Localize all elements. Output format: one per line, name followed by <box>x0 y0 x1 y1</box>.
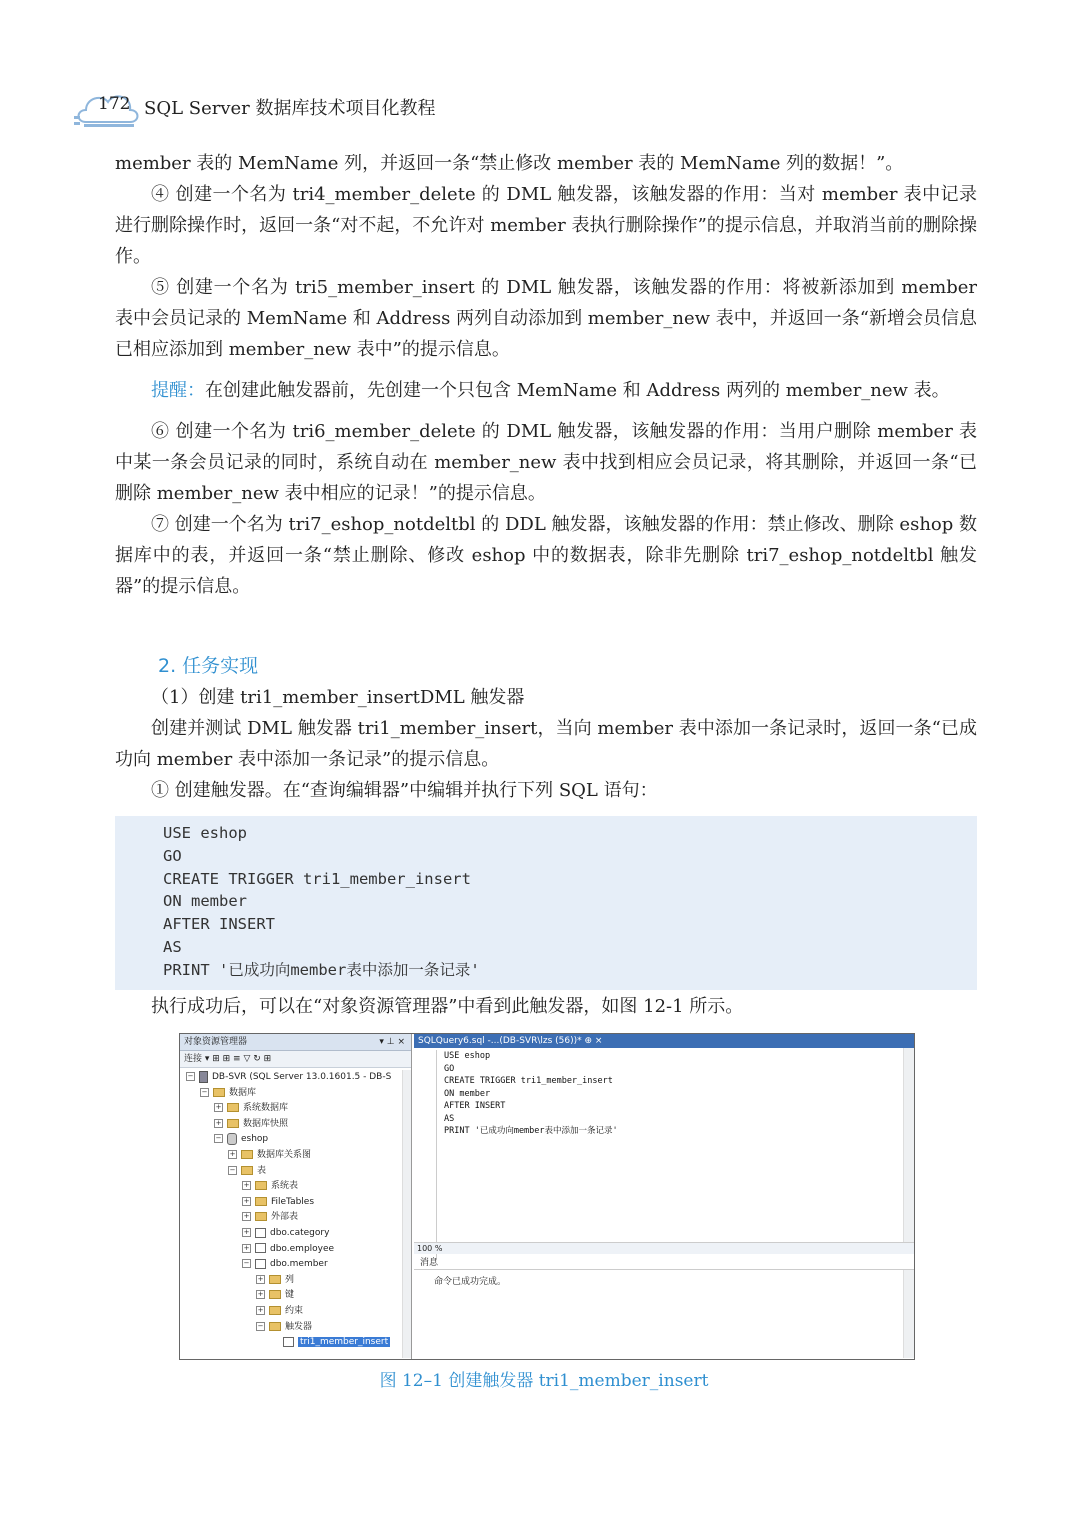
folder-icon <box>269 1322 281 1331</box>
section-title: 2. 任务实现 <box>158 655 259 677</box>
database-icon <box>227 1133 237 1145</box>
table-icon <box>255 1228 266 1238</box>
expand-icon[interactable]: + <box>243 1181 250 1190</box>
tree-node[interactable] <box>270 1335 390 1350</box>
folder-icon <box>255 1197 267 1206</box>
folder-icon <box>241 1166 253 1175</box>
folder-icon <box>255 1181 267 1190</box>
tree-node[interactable] <box>186 1070 391 1085</box>
folder-icon <box>241 1150 253 1159</box>
folder-icon <box>269 1290 281 1299</box>
tree-node[interactable] <box>214 1101 288 1116</box>
tree-node[interactable] <box>228 1148 311 1163</box>
collapse-icon[interactable]: − <box>201 1087 208 1096</box>
expand-icon[interactable]: + <box>243 1243 250 1252</box>
expand-icon[interactable]: + <box>243 1228 250 1236</box>
paragraph-6: 创建并测试 DML 触发器 tri1_member_insert，当向 member 表中添加一条记录时，返回一条“已成功向 member 表中添加一条记录”的提示信息。 <box>115 718 977 770</box>
tip-text: 在创建此触发器前，先创建一个只包含 MemName 和 Address 两列的 member_new 表。 <box>205 380 950 401</box>
tree-node-label: 数据库 <box>229 1087 257 1098</box>
code-line: AFTER INSERT <box>163 915 275 934</box>
tree-node-label: dbo.category <box>270 1228 330 1238</box>
expand-icon[interactable]: + <box>257 1290 264 1299</box>
collapse-icon[interactable]: − <box>215 1134 222 1143</box>
expand-icon[interactable]: + <box>215 1103 222 1112</box>
result-message: 命令已成功完成。 <box>434 1277 507 1287</box>
paragraph-8: 执行成功后，可以在“对象资源管理器”中看到此触发器，如图 12-1 所示。 <box>151 996 744 1017</box>
tree-node[interactable] <box>256 1320 312 1335</box>
tree-node-label: 系统表 <box>271 1181 299 1192</box>
messages-scrollbar[interactable] <box>903 1270 914 1358</box>
editor-gutter <box>436 1050 437 1260</box>
body-text-bottom <box>115 991 977 1022</box>
tree-node-label: DB-SVR (SQL Server 13.0.1601.5 - DB-S <box>212 1072 392 1082</box>
tree-node-label: 数据库快照 <box>243 1118 289 1129</box>
paragraph-2: ④ 创建一个名为 tri4_member_delete 的 DML 触发器，该触发器的作用：当对 member 表中记录进行删除操作时，返回一条“对不起，不允许对 member 表执行删除操作”的提示信息，并取消当前的删除操作。 <box>115 184 977 267</box>
tree-node[interactable] <box>214 1132 268 1147</box>
tree-node-label: dbo.member <box>270 1259 328 1270</box>
collapse-icon[interactable]: − <box>187 1072 194 1080</box>
book-title: SQL Server 数据库技术项目化教程 <box>144 98 436 119</box>
folder-icon <box>213 1088 225 1097</box>
object-explorer-panel <box>180 1034 412 1359</box>
editor-scrollbar[interactable] <box>903 1048 914 1244</box>
panel-controls[interactable]: ▾ ⊥ × <box>379 1037 405 1047</box>
figure-screenshot <box>179 1033 915 1360</box>
folder-icon <box>227 1103 239 1112</box>
collapse-icon[interactable]: − <box>229 1165 236 1174</box>
expand-icon[interactable]: + <box>229 1150 236 1158</box>
trigger-icon <box>283 1337 294 1347</box>
tree-node-label: tri1_member_insert <box>300 1337 389 1348</box>
tree-node[interactable] <box>242 1257 328 1272</box>
tree-node-label: dbo.employee <box>270 1243 335 1254</box>
paragraph-5: ⑦ 创建一个名为 tri7_eshop_notdeltbl 的 DDL 触发器，该触发器的作用：禁止修改、删除 eshop 数据库中的表，并返回一条“禁止删除、修改 eshop 中的数据表，除非先删除 tri7_eshop_notdeltbl 触发器”的提示信息。 <box>115 514 977 597</box>
expand-icon[interactable]: + <box>243 1212 250 1221</box>
tree-node[interactable] <box>242 1210 298 1225</box>
table-icon <box>255 1259 266 1269</box>
zoom-level[interactable]: 100 % <box>414 1242 914 1254</box>
messages-tab[interactable]: 消息 <box>414 1256 914 1270</box>
object-explorer-title: 对象资源管理器 ▾ ⊥ × <box>180 1034 411 1051</box>
tree-node-label: 数据库关系图 <box>257 1150 312 1160</box>
tree-node-label: 约束 <box>285 1306 304 1316</box>
expand-icon[interactable]: + <box>215 1118 222 1127</box>
code-line: PRINT '已成功向member表中添加一条记录' <box>163 960 480 979</box>
paragraph-4: ⑥ 创建一个名为 tri6_member_delete 的 DML 触发器，该触发器的作用：当用户删除 member 表中某一条会员记录的同时，系统自动在 member_new 表中找到相应会员记录，将其删除，并返回一条“已删除 member_new 表中相应的记录！”的提示信息。 <box>115 421 977 504</box>
paragraph-1: member 表的 MemName 列，并返回一条“禁止修改 member 表的 MemName 列的数据！”。 <box>115 153 904 174</box>
paragraph-3: ⑤ 创建一个名为 tri5_member_insert 的 DML 触发器，该触发器的作用：将被新添加到 member 表中会员记录的 MemName 和 Address 两列自动添加到 member_new 表中，并返回一条“新增会员信息已相应添加到 member_new 表中”的提示信息。 <box>115 277 977 360</box>
page-header <box>72 86 512 130</box>
tree-node-label: FileTables <box>271 1196 315 1207</box>
tree-node[interactable] <box>242 1179 298 1194</box>
tree-node[interactable] <box>256 1304 303 1319</box>
query-editor-panel <box>414 1034 914 1359</box>
object-explorer-scrollbar[interactable] <box>402 1070 411 1358</box>
folder-icon <box>255 1212 267 1221</box>
expand-icon[interactable]: + <box>243 1196 250 1205</box>
tree-node-label: 外部表 <box>271 1212 299 1223</box>
code-listing <box>115 816 977 982</box>
subheading-1: （1）创建 tri1_member_insertDML 触发器 <box>151 687 525 708</box>
figure-caption: 图 12–1 创建触发器 tri1_member_insert <box>379 1371 709 1391</box>
code-line: ON member <box>163 892 247 911</box>
page-number: 172 <box>98 94 131 114</box>
code-line: GO <box>163 846 182 865</box>
code-line: USE eshop <box>163 824 247 842</box>
code-line: CREATE TRIGGER tri1_member_insert <box>163 869 471 888</box>
folder-icon <box>269 1275 281 1284</box>
tree-node[interactable] <box>256 1288 294 1303</box>
tree-node-label: 表 <box>257 1165 267 1176</box>
body-text-middle <box>115 682 977 806</box>
tree-node[interactable] <box>200 1086 256 1101</box>
object-explorer-toolbar[interactable]: 连接 ▾ ⊞ ⊞ ≡ ▽ ↻ ⊞ <box>180 1051 411 1068</box>
code-line: AS <box>163 937 182 956</box>
collapse-icon[interactable]: − <box>243 1259 250 1268</box>
expand-icon[interactable]: + <box>257 1306 264 1314</box>
server-icon <box>199 1071 208 1083</box>
expand-icon[interactable]: + <box>257 1274 264 1283</box>
tree-node[interactable] <box>256 1273 294 1288</box>
query-editor-code[interactable]: USE eshop GO CREATE TRIGGER tri1_member_insert ON member AFTER INSERT AS PRINT '已成功向member表中添加一条记录' <box>444 1051 618 1136</box>
tree-node[interactable] <box>214 1117 288 1132</box>
tree-node-label: 列 <box>285 1274 295 1285</box>
tree-node[interactable] <box>242 1226 329 1241</box>
folder-icon <box>269 1306 281 1315</box>
table-icon <box>255 1243 266 1253</box>
tree-node[interactable] <box>242 1242 334 1257</box>
tree-node-label: 触发器 <box>285 1321 313 1332</box>
tree-node[interactable] <box>242 1195 314 1210</box>
collapse-icon[interactable]: − <box>257 1321 264 1330</box>
code-block <box>115 816 977 990</box>
folder-icon <box>227 1119 239 1128</box>
body-text-top <box>115 148 977 602</box>
paragraph-7: ① 创建触发器。在“查询编辑器”中编辑并执行下列 SQL 语句： <box>151 780 658 801</box>
tree-node[interactable] <box>228 1164 266 1179</box>
tree-node-label: 键 <box>285 1290 295 1301</box>
tree-node-label: eshop <box>241 1134 269 1145</box>
tip-label: 提醒： <box>151 380 205 401</box>
query-tab[interactable]: SQLQuery6.sql -...(DB-SVR\lzs (56))* ⊕ × <box>414 1034 606 1048</box>
tip-paragraph <box>115 375 977 406</box>
tree-node-label: 系统数据库 <box>243 1103 289 1114</box>
